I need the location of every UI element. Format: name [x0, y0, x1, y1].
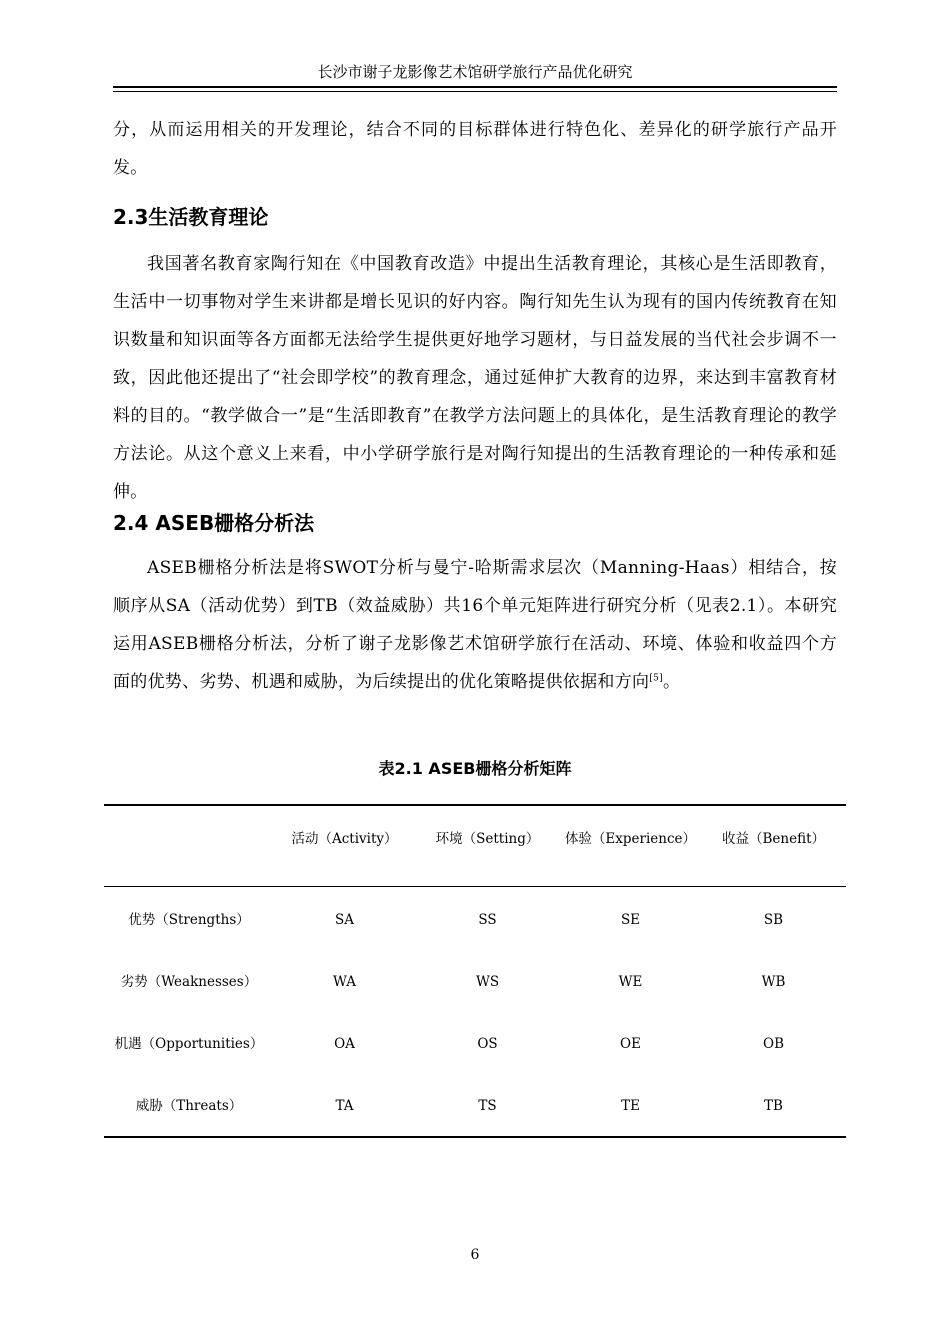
column-header-benefit: 收益（Benefit） [721, 831, 826, 847]
continued-paragraph: 分，从而运用相关的开发理论，结合不同的目标群体进行特色化、差异化的研学旅行产品开发。 [113, 120, 837, 178]
table-cell: WB [761, 974, 786, 990]
table-header-rule [104, 886, 846, 887]
page-number: 6 [470, 1247, 480, 1263]
section-2-3-paragraph: 我国著名教育家陶行知在《中国教育改造》中提出生活教育理论，其核心是生活即教育，生活中一切事物对学生来讲都是增长见识的好内容。陶行知先生认为现有的国内传统教育在知识数量和知识面等各方面都无法给学生提供更好地学习题材，与日益发展的当代社会步调不一致，因此他还提出了“社会即学校”的教育理念，通过延伸扩大教育的边界，来达到丰富教育材料的目的。“教学做合一”是“生活即教育”在教学方法问题上的具体化，是生活教育理论的教学方法论。从这个意义上来看，中小学研学旅行是对陶行知提出的生活教育理论的一种传承和延伸。 [113, 254, 837, 502]
table-cell: OS [477, 1036, 498, 1052]
section-heading-2-4: 2.4 ASEB栅格分析法 [113, 511, 315, 535]
section-2-4-paragraph [113, 549, 837, 701]
column-header-experience: 体验（Experience） [564, 831, 697, 847]
section-heading-2-3: 2.3生活教育理论 [113, 205, 269, 229]
table-cell: TA [335, 1098, 354, 1114]
table-bottom-rule [104, 1136, 846, 1138]
row-label-opportunities: 机遇（Opportunities） [114, 1036, 264, 1052]
table-caption: 表2.1 ASEB栅格分析矩阵 [378, 759, 572, 778]
row-label-strengths: 优势（Strengths） [128, 912, 250, 928]
row-label-weaknesses: 劣势（Weaknesses） [120, 974, 258, 990]
table-cell: SS [478, 912, 497, 928]
running-header: 长沙市谢子龙影像艺术馆研学旅行产品优化研究 [317, 63, 633, 81]
table-cell: WS [475, 974, 500, 990]
table-cell: SE [620, 912, 641, 928]
table-cell: TS [478, 1098, 497, 1114]
table-top-rule [104, 804, 846, 806]
table-cell: OA [334, 1036, 355, 1052]
column-header-setting: 环境（Setting） [435, 831, 540, 847]
table-cell: SB [763, 912, 784, 928]
row-label-threats: 威胁（Threats） [135, 1098, 243, 1114]
table-cell: WA [333, 974, 356, 990]
section-2-4-period: 。 [662, 672, 681, 692]
table-cell: OE [620, 1036, 641, 1052]
section-2-4-text: ASEB栅格分析法是将SWOT分析与曼宁-哈斯需求层次（Manning-Haas）相结合，按顺序从SA（活动优势）到TB（效益威胁）共16个单元矩阵进行研究分析（见表2.1）。本研究运用ASEB栅格分析法，分析了谢子龙影像艺术馆研学旅行在活动、环境、体验和收益四个方面的优势、劣势、机遇和威胁，为后续提出的优化策略提供依据和方向 [113, 558, 837, 692]
header-rule-thick [113, 86, 837, 88]
column-header-activity: 活动（Activity） [291, 831, 398, 847]
table-cell: TB [764, 1098, 783, 1114]
table-cell: OB [763, 1036, 784, 1052]
citation-reference: [5] [649, 673, 663, 684]
table-cell: SA [335, 912, 354, 928]
table-cell: WE [618, 974, 643, 990]
table-cell: TE [621, 1098, 640, 1114]
header-rule-thin [113, 91, 837, 92]
